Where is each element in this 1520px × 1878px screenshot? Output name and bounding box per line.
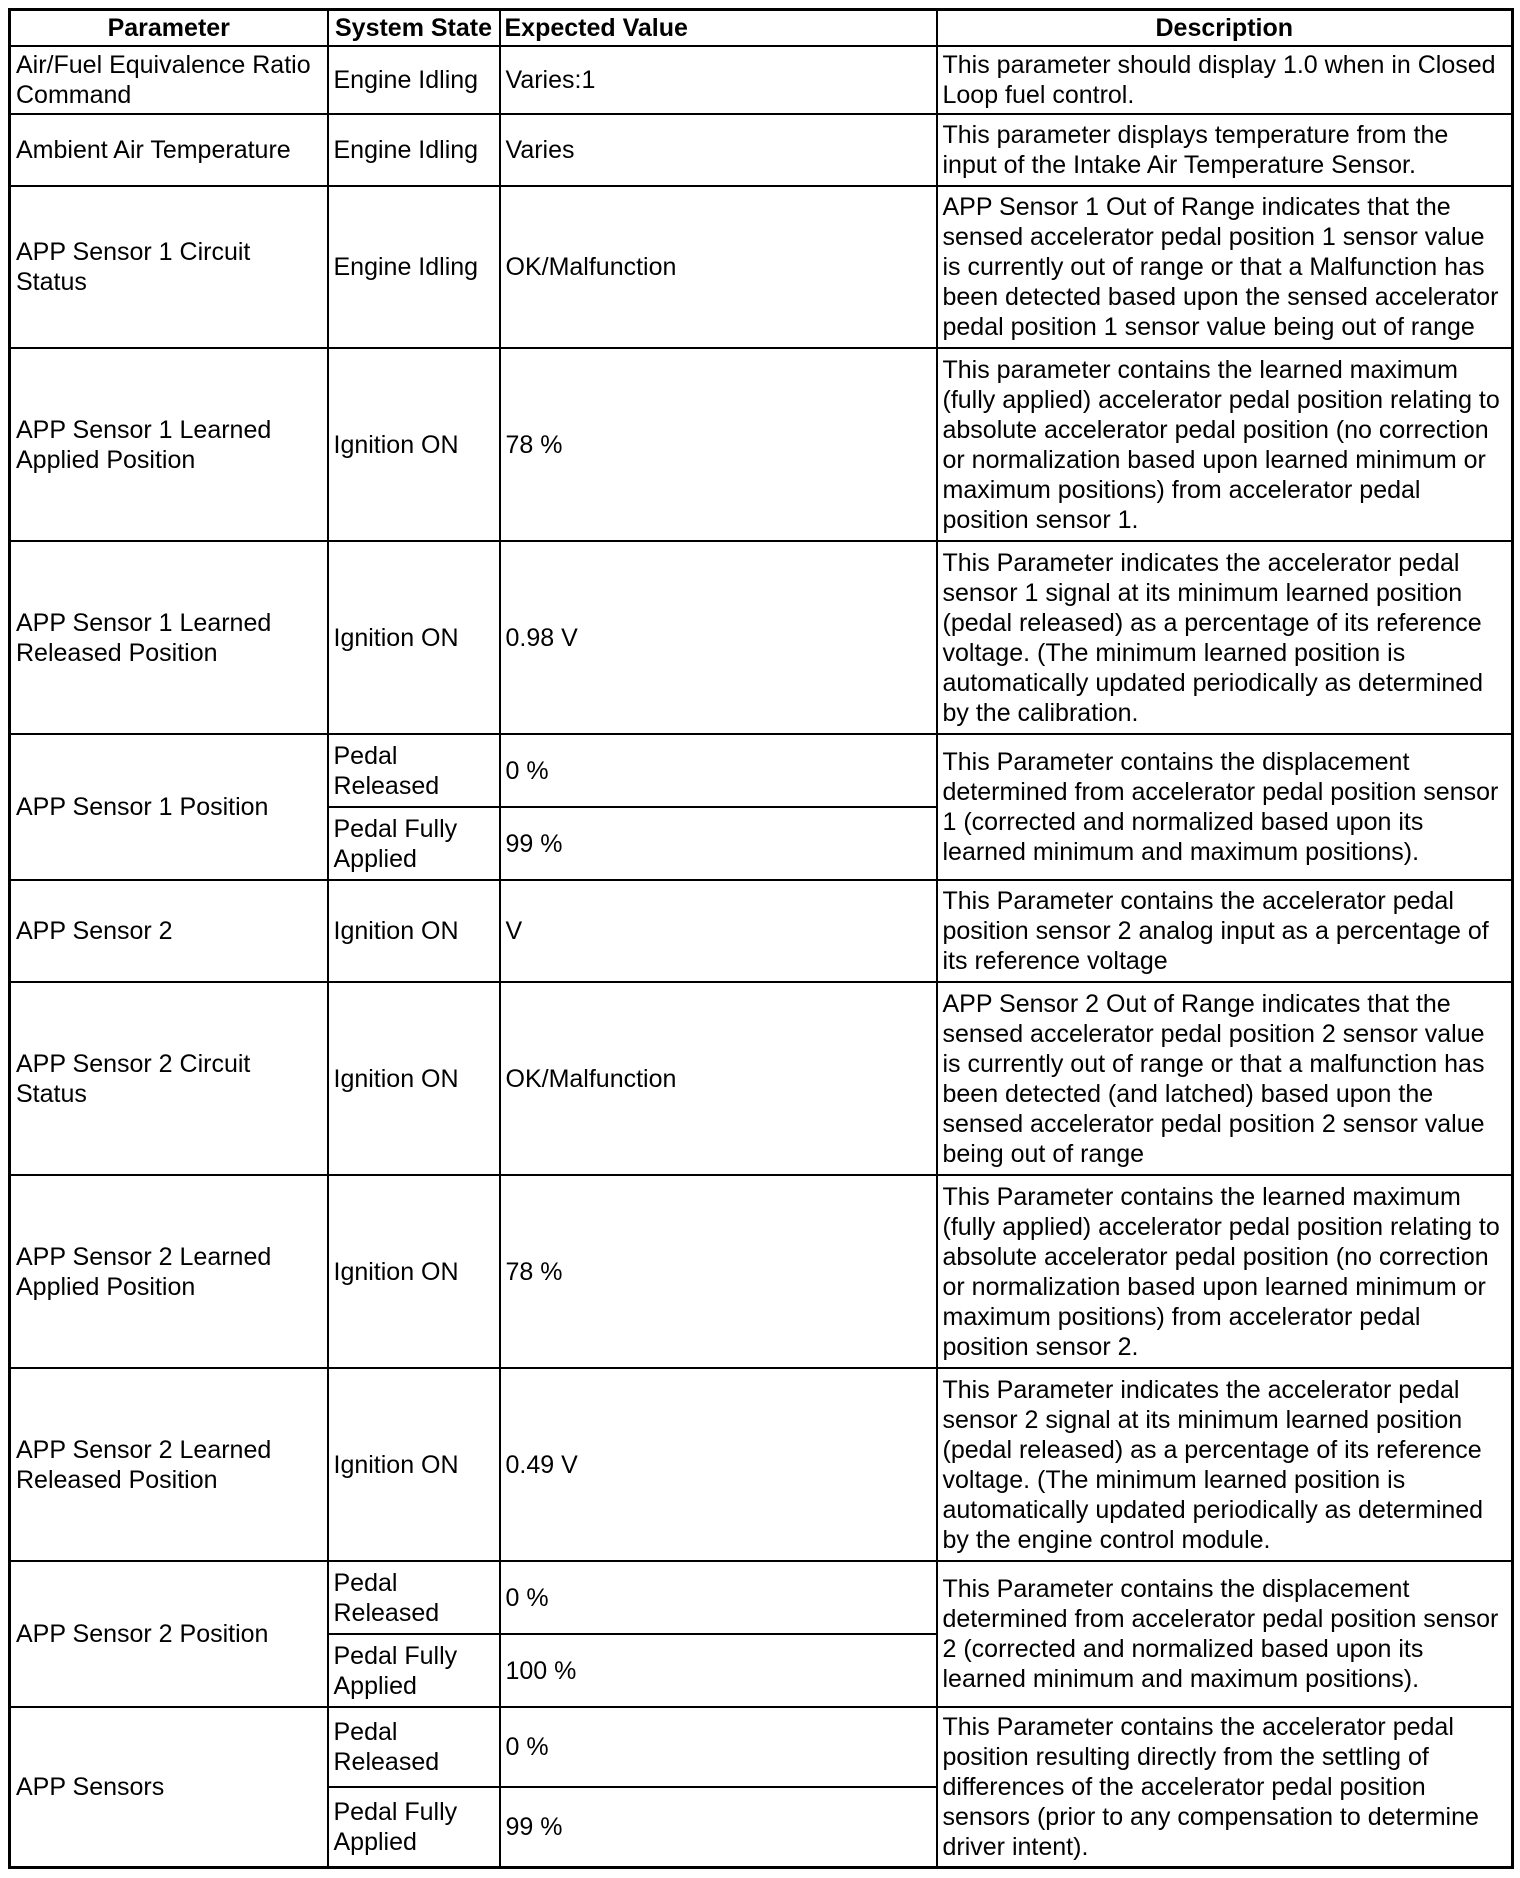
description-cell: This Parameter contains the learned maximum (fully applied) accelerator pedal position relating to absolute accelerator pedal position (no correction or normalization based upon learned minimum or maximum positions) from accelerator pedal position sensor 2.: [937, 1175, 1513, 1368]
system-state-cell: Ignition ON: [328, 1175, 500, 1368]
parameter-cell: APP Sensor 2 Learned Released Position: [10, 1368, 328, 1561]
system-state-cell: Pedal Released: [328, 1561, 500, 1634]
parameter-cell: APP Sensor 1 Learned Applied Position: [10, 348, 328, 541]
description-cell: APP Sensor 1 Out of Range indicates that the sensed accelerator pedal position 1 sensor value is currently out of range or that a Malfunction has been detected based upon the sensed accelerator pedal position 1 sensor value being out of range: [937, 186, 1513, 348]
expected-value-cell: 0 %: [500, 1707, 937, 1787]
system-state-cell: Pedal Released: [328, 734, 500, 807]
table-row: [10, 982, 1513, 1175]
parameter-cell: APP Sensor 1 Learned Released Position: [10, 541, 328, 734]
header-parameter: Parameter: [10, 10, 328, 47]
table-row: [10, 114, 1513, 186]
table-row: [10, 1707, 1513, 1787]
table-row: [10, 186, 1513, 348]
parameter-cell: APP Sensor 2 Circuit Status: [10, 982, 328, 1175]
expected-value-cell: 99 %: [500, 807, 937, 880]
expected-value-cell: 99 %: [500, 1787, 937, 1867]
parameter-cell: APP Sensors: [10, 1707, 328, 1867]
parameter-cell: Air/Fuel Equivalence Ratio Command: [10, 46, 328, 114]
system-state-cell: Ignition ON: [328, 348, 500, 541]
description-cell: APP Sensor 2 Out of Range indicates that the sensed accelerator pedal position 2 sensor value is currently out of range or that a malfunction has been detected (and latched) based upon the sensed accelerator pedal position 2 sensor value being out of range: [937, 982, 1513, 1175]
expected-value-cell: 78 %: [500, 1175, 937, 1368]
expected-value-cell: 0.98 V: [500, 541, 937, 734]
parameter-table: [8, 8, 1514, 1869]
header-system-state: System State: [328, 10, 500, 47]
expected-value-cell: V: [500, 880, 937, 982]
expected-value-cell: Varies: [500, 114, 937, 186]
expected-value-cell: OK/Malfunction: [500, 982, 937, 1175]
header-expected-value: Expected Value: [500, 10, 937, 47]
system-state-cell: Engine Idling: [328, 186, 500, 348]
description-cell: This parameter should display 1.0 when in Closed Loop fuel control.: [937, 46, 1513, 114]
parameter-cell: APP Sensor 2: [10, 880, 328, 982]
system-state-cell: Pedal Fully Applied: [328, 1787, 500, 1867]
parameter-cell: APP Sensor 2 Learned Applied Position: [10, 1175, 328, 1368]
description-cell: This Parameter contains the displacement determined from accelerator pedal position sensor 2 (corrected and normalized based upon its learned minimum and maximum positions).: [937, 1561, 1513, 1707]
system-state-cell: Ignition ON: [328, 541, 500, 734]
header-row: [10, 10, 1513, 47]
system-state-cell: Pedal Fully Applied: [328, 1634, 500, 1707]
description-cell: This Parameter contains the accelerator pedal position resulting directly from the settling of differences of the accelerator pedal position sensors (prior to any compensation to determine driver intent).: [937, 1707, 1513, 1867]
description-cell: This Parameter indicates the accelerator pedal sensor 1 signal at its minimum learned position (pedal released) as a percentage of its reference voltage. (The minimum learned position is automatically updated periodically as determined by the calibration.: [937, 541, 1513, 734]
expected-value-cell: 0 %: [500, 1561, 937, 1634]
description-cell: This Parameter contains the displacement determined from accelerator pedal position sensor 1 (corrected and normalized based upon its learned minimum and maximum positions).: [937, 734, 1513, 880]
table-row: [10, 880, 1513, 982]
system-state-cell: Ignition ON: [328, 880, 500, 982]
table-row: [10, 46, 1513, 114]
parameter-cell: APP Sensor 2 Position: [10, 1561, 328, 1707]
table-row: [10, 1175, 1513, 1368]
description-cell: This Parameter contains the accelerator pedal position sensor 2 analog input as a percentage of its reference voltage: [937, 880, 1513, 982]
expected-value-cell: 100 %: [500, 1634, 937, 1707]
description-cell: This parameter contains the learned maximum (fully applied) accelerator pedal position relating to absolute accelerator pedal position (no correction or normalization based upon learned minimum or maximum positions) from accelerator pedal position sensor 1.: [937, 348, 1513, 541]
system-state-cell: Pedal Released: [328, 1707, 500, 1787]
expected-value-cell: Varies:1: [500, 46, 937, 114]
table-row: [10, 348, 1513, 541]
header-description: Description: [937, 10, 1513, 47]
system-state-cell: Engine Idling: [328, 114, 500, 186]
parameter-cell: Ambient Air Temperature: [10, 114, 328, 186]
expected-value-cell: 0 %: [500, 734, 937, 807]
parameter-cell: APP Sensor 1 Circuit Status: [10, 186, 328, 348]
table-row: [10, 1368, 1513, 1561]
expected-value-cell: OK/Malfunction: [500, 186, 937, 348]
table-row: [10, 734, 1513, 807]
system-state-cell: Ignition ON: [328, 1368, 500, 1561]
system-state-cell: Pedal Fully Applied: [328, 807, 500, 880]
parameter-cell: APP Sensor 1 Position: [10, 734, 328, 880]
expected-value-cell: 0.49 V: [500, 1368, 937, 1561]
description-cell: This Parameter indicates the accelerator pedal sensor 2 signal at its minimum learned position (pedal released) as a percentage of its reference voltage. (The minimum learned position is automatically updated periodically as determined by the engine control module.: [937, 1368, 1513, 1561]
table-row: [10, 541, 1513, 734]
system-state-cell: Engine Idling: [328, 46, 500, 114]
table-row: [10, 1561, 1513, 1634]
system-state-cell: Ignition ON: [328, 982, 500, 1175]
description-cell: This parameter displays temperature from the input of the Intake Air Temperature Sensor.: [937, 114, 1513, 186]
expected-value-cell: 78 %: [500, 348, 937, 541]
